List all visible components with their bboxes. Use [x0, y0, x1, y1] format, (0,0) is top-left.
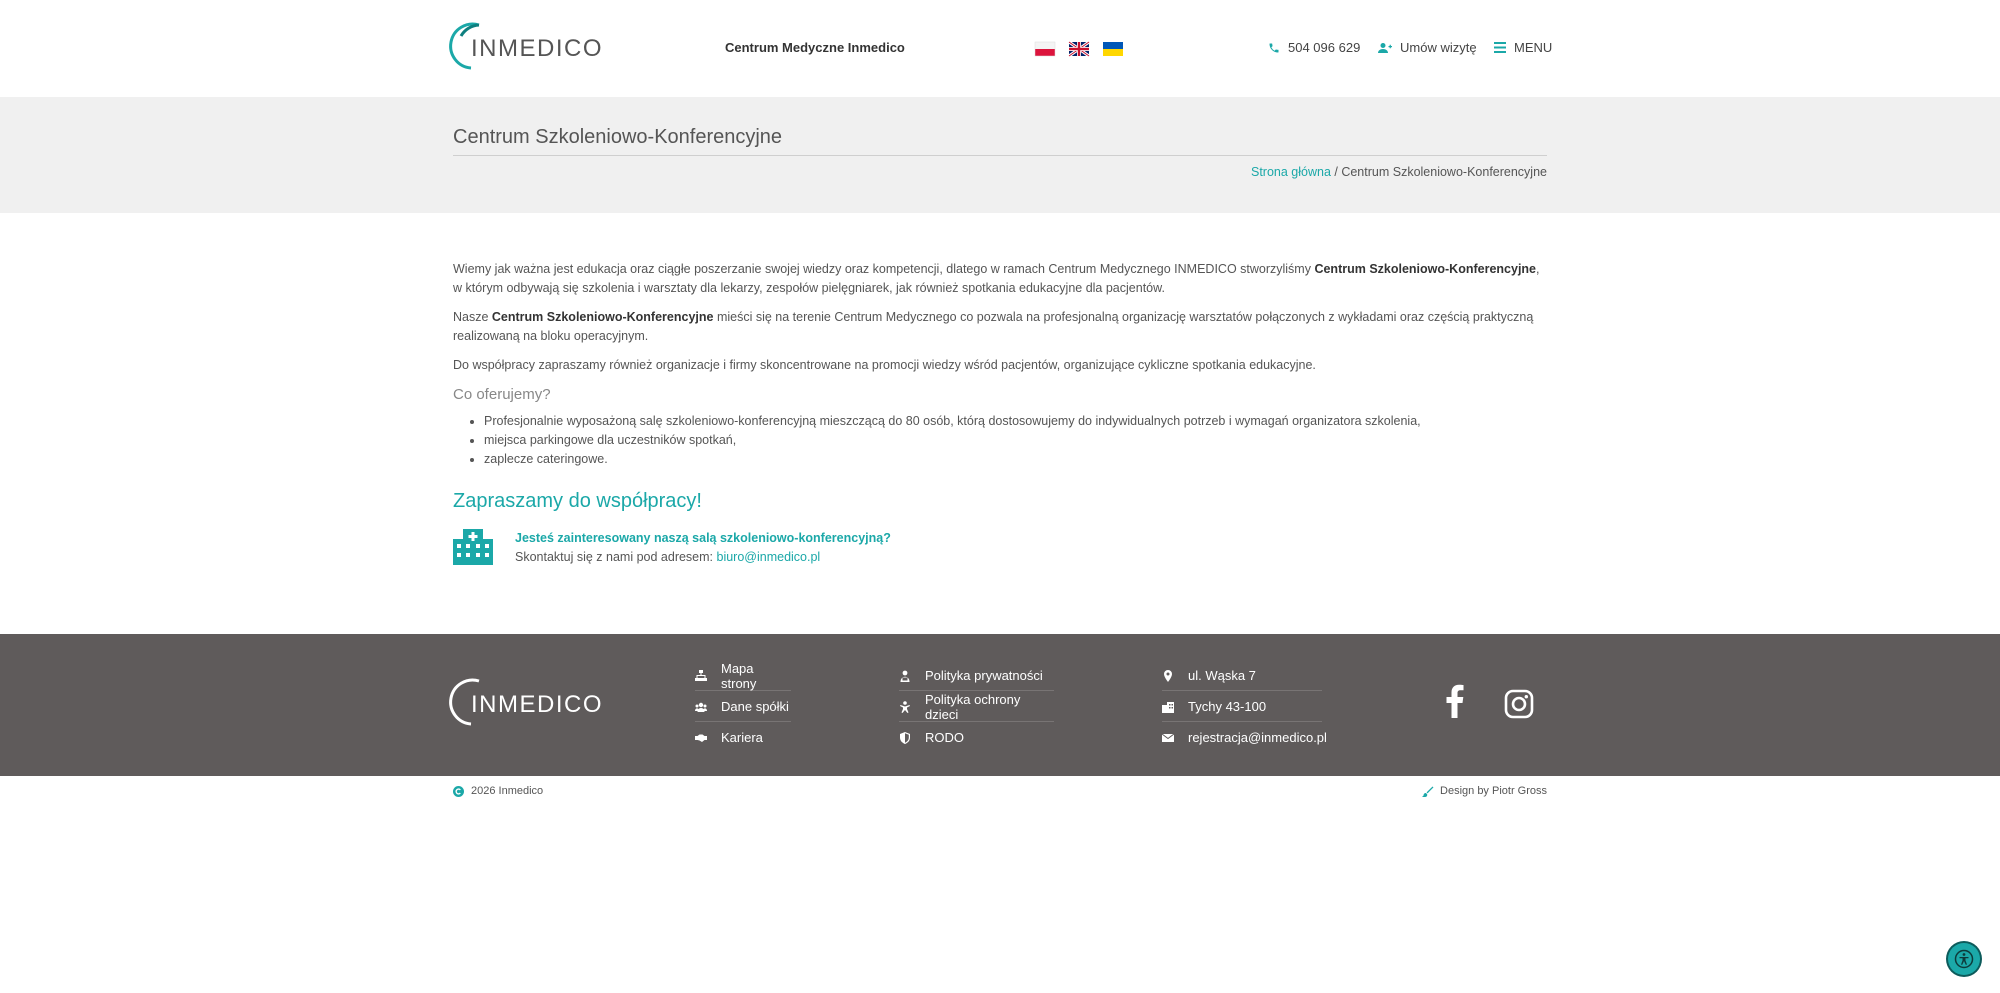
- copyright-icon: [453, 786, 464, 797]
- main-content: [453, 260, 1547, 569]
- sitemap-icon: [695, 670, 707, 682]
- footer-link-privacy[interactable]: [899, 661, 1054, 691]
- phone-icon: [1268, 42, 1280, 54]
- offer-item: • miejsca parkingowe dla uczestników spotkań,: [484, 431, 1547, 450]
- contact-prompt: Skontaktuj się z nami pod adresem:: [515, 550, 717, 564]
- flag-pl-icon[interactable]: [1035, 42, 1055, 56]
- design-credit: [1422, 785, 1547, 797]
- accessibility-button[interactable]: [1948, 943, 1980, 975]
- footer-logo-icon: [453, 678, 603, 726]
- location-text: Nasze: [453, 310, 492, 324]
- envelope-icon: [1162, 732, 1174, 744]
- footer-link-label: Dane spółki: [721, 699, 789, 714]
- footer-link-company-data[interactable]: [695, 692, 791, 722]
- contact-box: [453, 529, 1547, 569]
- hospital-building-icon: [453, 529, 493, 565]
- facebook-icon: [1442, 684, 1466, 718]
- footer-link-label: Polityka ochrony dzieci: [925, 691, 1021, 722]
- footer-link-rodo[interactable]: [899, 723, 1054, 752]
- site-name[interactable]: Centrum Medyczne Inmedico: [725, 40, 905, 55]
- offer-item: • Profesjonalnie wyposażoną salę szkoleniowo-konferencyjną mieszczącą do 80 osób, którą dostosowujemy do indywidualnych potrzeb i wymagań organizatora szkolenia,: [484, 412, 1547, 431]
- site-logo[interactable]: [453, 22, 603, 70]
- contact-question: Jesteś zainteresowany naszą salą szkoleniowo-konferencyjną?: [515, 531, 891, 545]
- phone-number: 504 096 629: [1288, 40, 1361, 55]
- footer-col-policies: [899, 661, 1054, 753]
- footer-link-label: Mapa strony: [721, 660, 757, 691]
- user-plus-icon: [1378, 42, 1392, 54]
- accessibility-icon: [1954, 949, 1974, 969]
- breadcrumb-current: Centrum Szkoleniowo-Konferencyjne: [1341, 165, 1547, 179]
- cooperation-paragraph: Do współpracy zapraszamy również organizacje i firmy skoncentrowane na promocji wiedzy wśród pacjentów, organizujące cykliczne spotkania edukacyjne.: [453, 358, 1316, 372]
- site-footer: [0, 634, 2000, 776]
- intro-paragraph: [453, 260, 1547, 298]
- breadcrumb-home-link[interactable]: Strona główna: [1250, 165, 1331, 179]
- offer-list: [453, 412, 1547, 469]
- menu-label: MENU: [1514, 40, 1553, 55]
- footer-col-address: [1162, 661, 1327, 753]
- phone-link[interactable]: [1268, 40, 1360, 55]
- instagram-link[interactable]: [1504, 689, 1534, 724]
- appointment-label: Umów wizytę: [1400, 40, 1477, 55]
- footer-email-label: rejestracja@inmedico.pl: [1188, 730, 1327, 745]
- breadcrumb: [1251, 165, 1547, 179]
- footer-link-label: Kariera: [721, 730, 763, 745]
- site-header: [0, 0, 2000, 97]
- intro-text-end: , w którym odbywają się szkolenia i warsztaty dla lekarzy, zespołów pielęgniarek, jak również spotkania edukacyjne dla pacjentów.: [453, 262, 1540, 295]
- design-credit-link[interactable]: Design by Piotr Gross: [1440, 785, 1547, 797]
- footer-link-label: RODO: [925, 730, 964, 745]
- logo-icon: [453, 22, 603, 70]
- location-icon: [1162, 670, 1174, 682]
- users-icon: [695, 701, 707, 713]
- footer-link-label: Polityka prywatności: [925, 668, 1043, 683]
- menu-button[interactable]: [1494, 40, 1552, 55]
- flag-en-icon[interactable]: [1069, 42, 1089, 56]
- title-divider: [453, 155, 1547, 156]
- location-paragraph: [453, 308, 1547, 346]
- contact-text: [515, 529, 891, 567]
- footer-col-company: [695, 661, 791, 753]
- breadcrumb-separator: /: [1330, 165, 1342, 179]
- brush-icon: [1422, 786, 1433, 797]
- contact-email-link[interactable]: biuro@inmedico.pl: [716, 550, 821, 564]
- page-title: Centrum Szkoleniowo-Konferencyjne: [453, 126, 783, 148]
- hamburger-icon: [1494, 42, 1506, 53]
- facebook-link[interactable]: [1442, 684, 1466, 723]
- footer-logo[interactable]: [453, 678, 603, 726]
- copyright: [453, 785, 543, 797]
- footer-link-child-protection[interactable]: [899, 692, 1054, 722]
- location-bold: Centrum Szkoleniowo-Konferencyjne: [491, 310, 714, 324]
- footer-link-sitemap[interactable]: [695, 661, 791, 691]
- invite-heading: Zapraszamy do współpracy!: [453, 490, 702, 512]
- city-icon: [1162, 701, 1174, 713]
- intro-bold: Centrum Szkoleniowo-Konferencyjne: [1314, 262, 1537, 276]
- handshake-icon: [695, 732, 707, 744]
- instagram-icon: [1504, 689, 1534, 719]
- footer-address-label: Tychy 43-100: [1188, 699, 1267, 714]
- child-icon: [899, 701, 911, 713]
- language-switcher: [1035, 42, 1123, 56]
- privacy-icon: [899, 670, 911, 682]
- footer-link-career[interactable]: [695, 723, 791, 752]
- footer-address-street: [1162, 661, 1322, 691]
- shield-icon: [899, 732, 911, 744]
- copyright-text: 2026 Inmedico: [471, 785, 544, 797]
- location-text-end: mieści się na terenie Centrum Medycznego co pozwala na profesjonalną organizację warsztatów połączonych z wykładami oraz częścią praktyczną realizowaną na bloku operacyjnym.: [453, 310, 1534, 343]
- footer-address-label: ul. Wąska 7: [1188, 668, 1256, 683]
- appointment-link[interactable]: [1378, 40, 1477, 55]
- footer-address-city: [1162, 692, 1322, 722]
- intro-text: Wiemy jak ważna jest edukacja oraz ciągłe poszerzanie swojej wiedzy oraz kompetencji, dlatego w ramach Centrum Medycznego INMEDICO stworzyliśmy: [453, 262, 1315, 276]
- offer-heading: Co oferujemy?: [453, 386, 551, 403]
- offer-item: • zaplecze cateringowe.: [484, 450, 1547, 469]
- flag-uk-icon[interactable]: [1103, 42, 1123, 56]
- logo-text: INMEDICO: [471, 35, 603, 62]
- footer-email-link[interactable]: [1162, 723, 1327, 752]
- footer-logo-text: INMEDICO: [471, 691, 603, 718]
